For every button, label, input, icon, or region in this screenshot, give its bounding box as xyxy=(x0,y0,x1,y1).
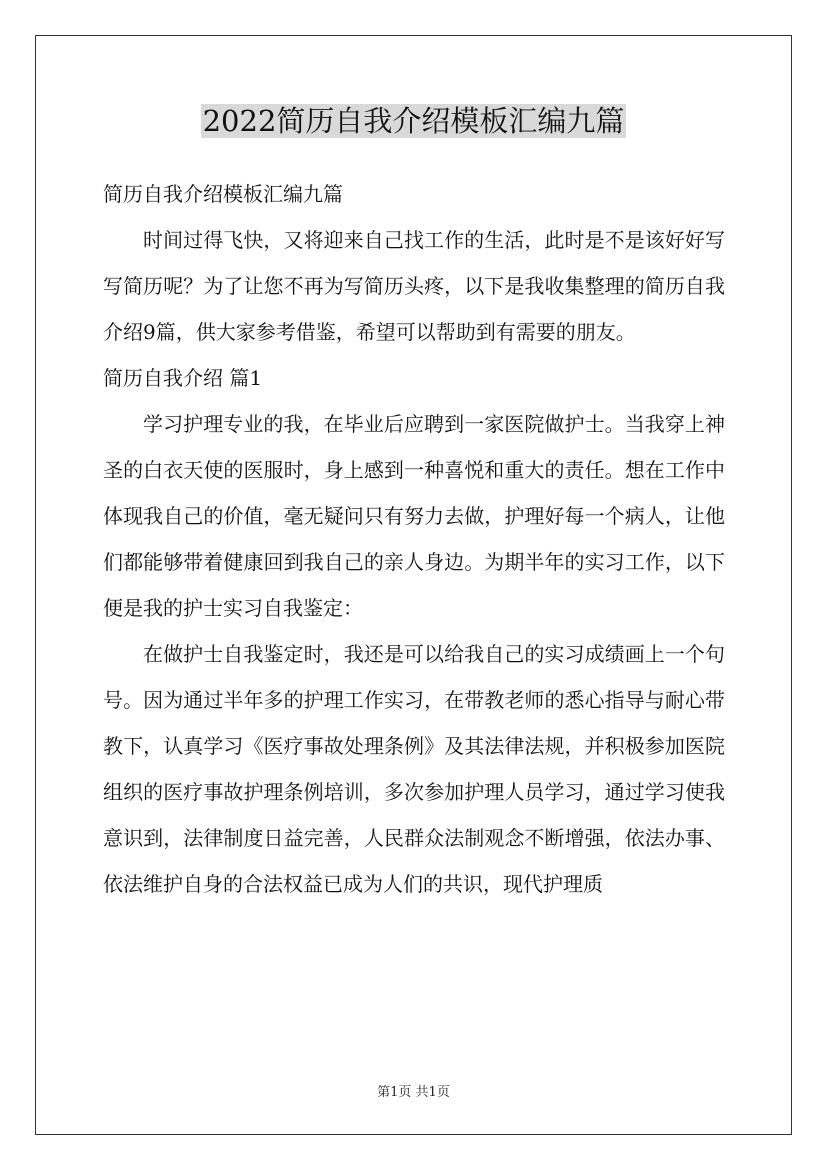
body-paragraph: 学习护理专业的我，在毕业后应聘到一家医院做护士。当我穿上神圣的白衣天使的医服时，身上感到一种喜悦和重大的责任。想在工作中体现我自己的价值，毫无疑问只有努力去做，护理好每一个病人，让他们都能够带着健康回到我自己的亲人身边。为期半年的实习工作，以下便是我的护士实习自我鉴定： xyxy=(103,412,725,620)
body-paragraph: 时间过得飞快，又将迎来自己找工作的生活，此时是不是该好好写写简历呢？为了让您不再为写简历头疼，以下是我收集整理的简历自我介绍9篇，供大家参考借鉴，希望可以帮助到有需要的朋友。 xyxy=(103,228,725,344)
document-body xyxy=(103,171,725,907)
section-heading: 简历自我介绍模板汇编九篇 xyxy=(103,182,343,206)
section-heading: 简历自我介绍 篇1 xyxy=(103,366,263,390)
document-title-text: 2022简历自我介绍模板汇编九篇 xyxy=(202,104,625,138)
page-footer: 第1页 共1页 xyxy=(377,1085,450,1100)
body-paragraph: 在做护士自我鉴定时，我还是可以给我自己的实习成绩画上一个句号。因为通过半年多的护理工作实习，在带教老师的悉心指导与耐心带教下，认真学习《医疗事故处理条例》及其法律法规，并积极参加医院组织的医疗事故护理条例培训，多次参加护理人员学习，通过学习使我意识到，法律制度日益完善，人民群众法制观念不断增强，依法办事、依法维护自身的合法权益已成为人们的共识，现代护理质 xyxy=(103,642,725,896)
document-title xyxy=(0,100,827,142)
